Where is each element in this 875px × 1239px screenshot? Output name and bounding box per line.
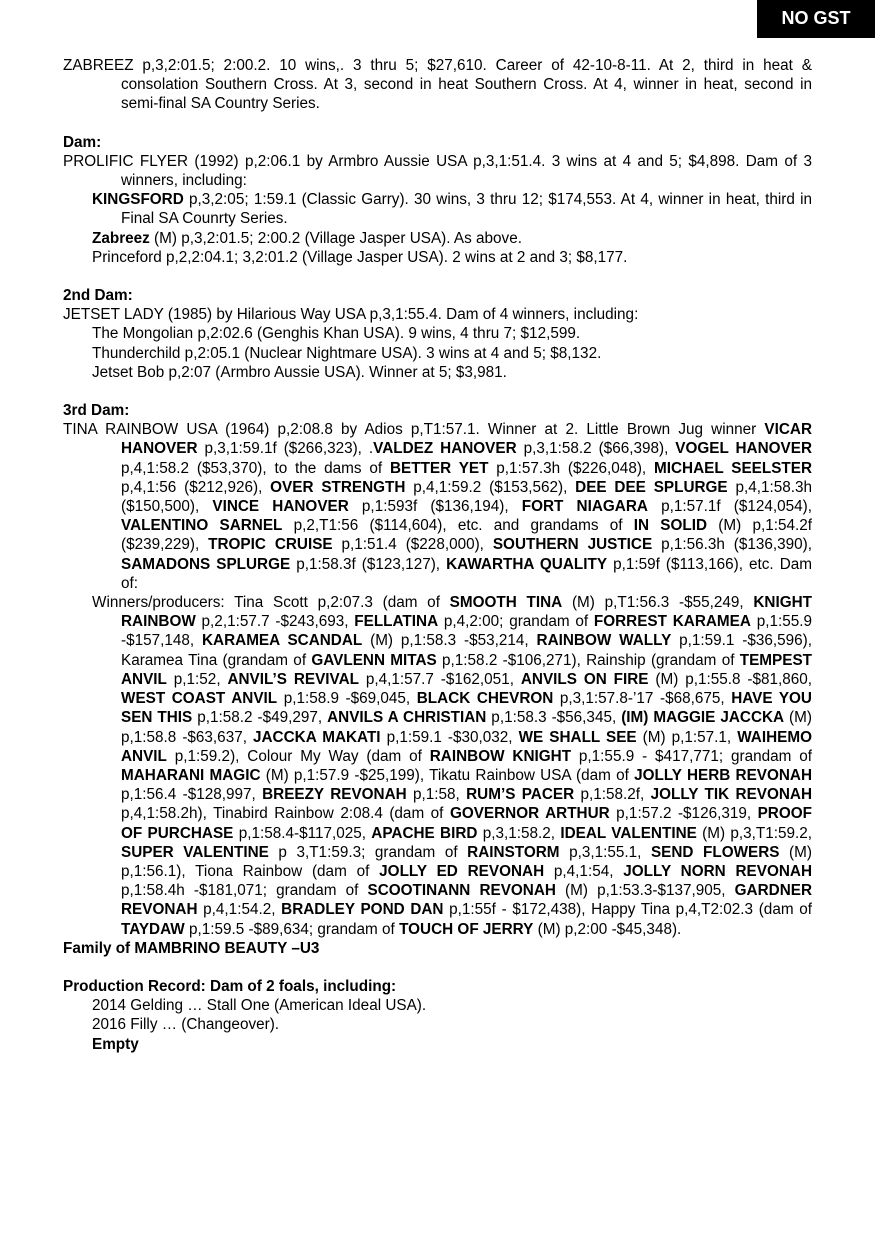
winners-producers: Winners/producers: Tina Scott p,2:07.3 (dam of SMOOTH TINA (M) p,T1:56.3 -$55,249, KNIGHT RAINBOW p,2,1:57.7 -$243,693, FELLATINA p,4,2:00; grandam of FORREST KARAMEA p,1:55.9 -$157,148, KARAMEA SCANDAL (M) p,1:58.3 -$53,214, RAINBOW WALLY p,1:59.1 -$36,596), Karamea Tina (grandam of GAVLENN MITAS p,1:58.2 -$106,271), Rainship (grandam of TEMPEST ANVIL p,1:52, ANVIL’S REVIVAL p,4,1:57.7 -$162,051, ANVILS ON FIRE (M) p,1:55.8 -$81,860, WEST COAST ANVIL p,1:58.9 -$69,045, BLACK CHEVRON p,3,1:57.8-’17 -$68,675, HAVE YOU SEN THIS p,1:58.2 -$49,297, ANVILS A CHRISTIAN p,1:58.3 -$56,345, (IM) MAGGIE JACCKA (M) p,1:58.8 -$63,637, JACCKA MAKATI p,1:59.1 -$30,032, WE SHALL SEE (M) p,1:57.1, WAIHEMO ANVIL p,1:59.2), Colour My Way (dam of RAINBOW KNIGHT p,1:55.9 - $417,771; grandam of MAHARANI MAGIC (M) p,1:57.9 -$25,199), Tikatu Rainbow USA (dam of JOLLY HERB REVONAH p,1:56.4 -$128,997, BREEZY REVONAH p,1:58, RUM’S PACER p,1:58.2f, JOLLY TIK REVONAH p,4,1:58.2h), Tinabird Rainbow 2:08.4 (dam of GOVERNOR ARTHUR p,1:57.2 -$126,319, PROOF OF PURCHASE p,1:58.4-$117,025, APACHE BIRD p,3,1:58.2, IDEAL VALENTINE (M) p,3,T1:59.2, SUPER VALENTINE p 3,T1:59.3; grandam of RAINSTORM p,3,1:55.1, SEND FLOWERS (M) p,1:56.1), Tiona Rainbow (dam of JOLLY ED REVONAH p,4,1:54, JOLLY NORN REVONAH p,1:58.4h -$181,071; grandam of SCOOTINANN REVONAH (M) p,1:53.3-$137,905, GARDNER REVONAH p,4,1:54.2, BRADLEY POND DAN p,1:55f - $172,438), Happy Tina p,4,T2:02.3 (dam of TAYDAW p,1:59.5 -$89,634; grandam of TOUCH OF JERRY (M) p,2:00 -$45,348). [92, 594, 813, 938]
horse-summary: ZABREEZ p,3,2:01.5; 2:00.2. 10 wins,. 3 thru 5; $27,610. Career of 42-10-8-11. At 2, third in heat & consolation Southern Cross. At 3, second in heat Southern Cross. At 4, winner in heat, second in semi-final SA Country Series. [63, 57, 812, 113]
production-item: 2014 Gelding … Stall One (American Ideal USA). [92, 997, 427, 1015]
third-dam-heading: 3rd Dam: [63, 402, 130, 420]
dam-main: PROLIFIC FLYER (1992) p,2:06.1 by Armbro Aussie USA p,3,1:51.4. 3 wins at 4 and 5; $4,898. Dam of 3 winners, including: [63, 152, 812, 190]
progeny-name: Zabreez [92, 229, 150, 247]
third-dam-main: TINA RAINBOW USA (1964) p,2:08.8 by Adios p,T1:57.1. Winner at 2. Little Brown Jug winner VICAR HANOVER p,3,1:59.1f ($266,323), .VALDEZ HANOVER p,3,1:58.2 ($66,398), VOGEL HANOVER p,4,1:58.2 ($53,370), to the dams of BETTER YET p,1:57.3h ($226,048), MICHAEL SEELSTER p,4,1:56 ($212,926), OVER STRENGTH p,4,1:59.2 ($153,562), DEE DEE SPLURGE p,4,1:58.3h ($150,500), VINCE HANOVER p,1:593f ($136,194), FORT NIAGARA p,1:57.1f ($124,054), VALENTINO SARNEL p,2,T1:56 ($114,604), etc. and grandams of IN SOLID (M) p,1:54.2f ($239,229), TROPIC CRUISE p,1:51.4 ($228,000), SOUTHERN JUSTICE p,1:56.3h ($136,390), SAMADONS SPLURGE p,1:58.3f ($123,127), KAWARTHA QUALITY p,1:59f ($113,166), etc. Dam of: [63, 421, 813, 592]
second-dam-progeny: The Mongolian p,2:02.6 (Genghis Khan USA). 9 wins, 4 thru 7; $12,599. [92, 325, 581, 343]
catalogue-page [63, 56, 812, 1054]
production-item: 2016 Filly … (Changeover). [92, 1016, 280, 1034]
second-dam-progeny: Thunderchild p,2:05.1 (Nuclear Nightmare USA). 3 wins at 4 and 5; $8,132. [92, 344, 602, 362]
production-heading: Production Record: Dam of 2 foals, including: [63, 977, 397, 995]
second-dam-progeny: Jetset Bob p,2:07 (Armbro Aussie USA). Winner at 5; $3,981. [92, 363, 507, 381]
production-empty: Empty [92, 1035, 139, 1053]
dam-heading: Dam: [63, 133, 102, 151]
dam-progeny-zabreez: Zabreez (M) p,3,2:01.5; 2:00.2 (Village Jasper USA). As above. [92, 229, 522, 247]
no-gst-badge: NO GST [757, 0, 875, 38]
dam-progeny-kingsford: KINGSFORD p,3,2:05; 1:59.1 (Classic Garry). 30 wins, 3 thru 12; $174,553. At 4, winner in heat, third in Final SA Counrty Series. [92, 191, 812, 228]
family-line: Family of MAMBRINO BEAUTY –U3 [63, 939, 320, 957]
progeny-name: KINGSFORD [92, 191, 184, 209]
second-dam-main: JETSET LADY (1985) by Hilarious Way USA p,3,1:55.4. Dam of 4 winners, including: [63, 306, 639, 324]
dam-progeny-princeford: Princeford p,2,2:04.1; 3,2:01.2 (Village Jasper USA). 2 wins at 2 and 3; $8,177. [92, 248, 628, 266]
second-dam-heading: 2nd Dam: [63, 287, 133, 305]
